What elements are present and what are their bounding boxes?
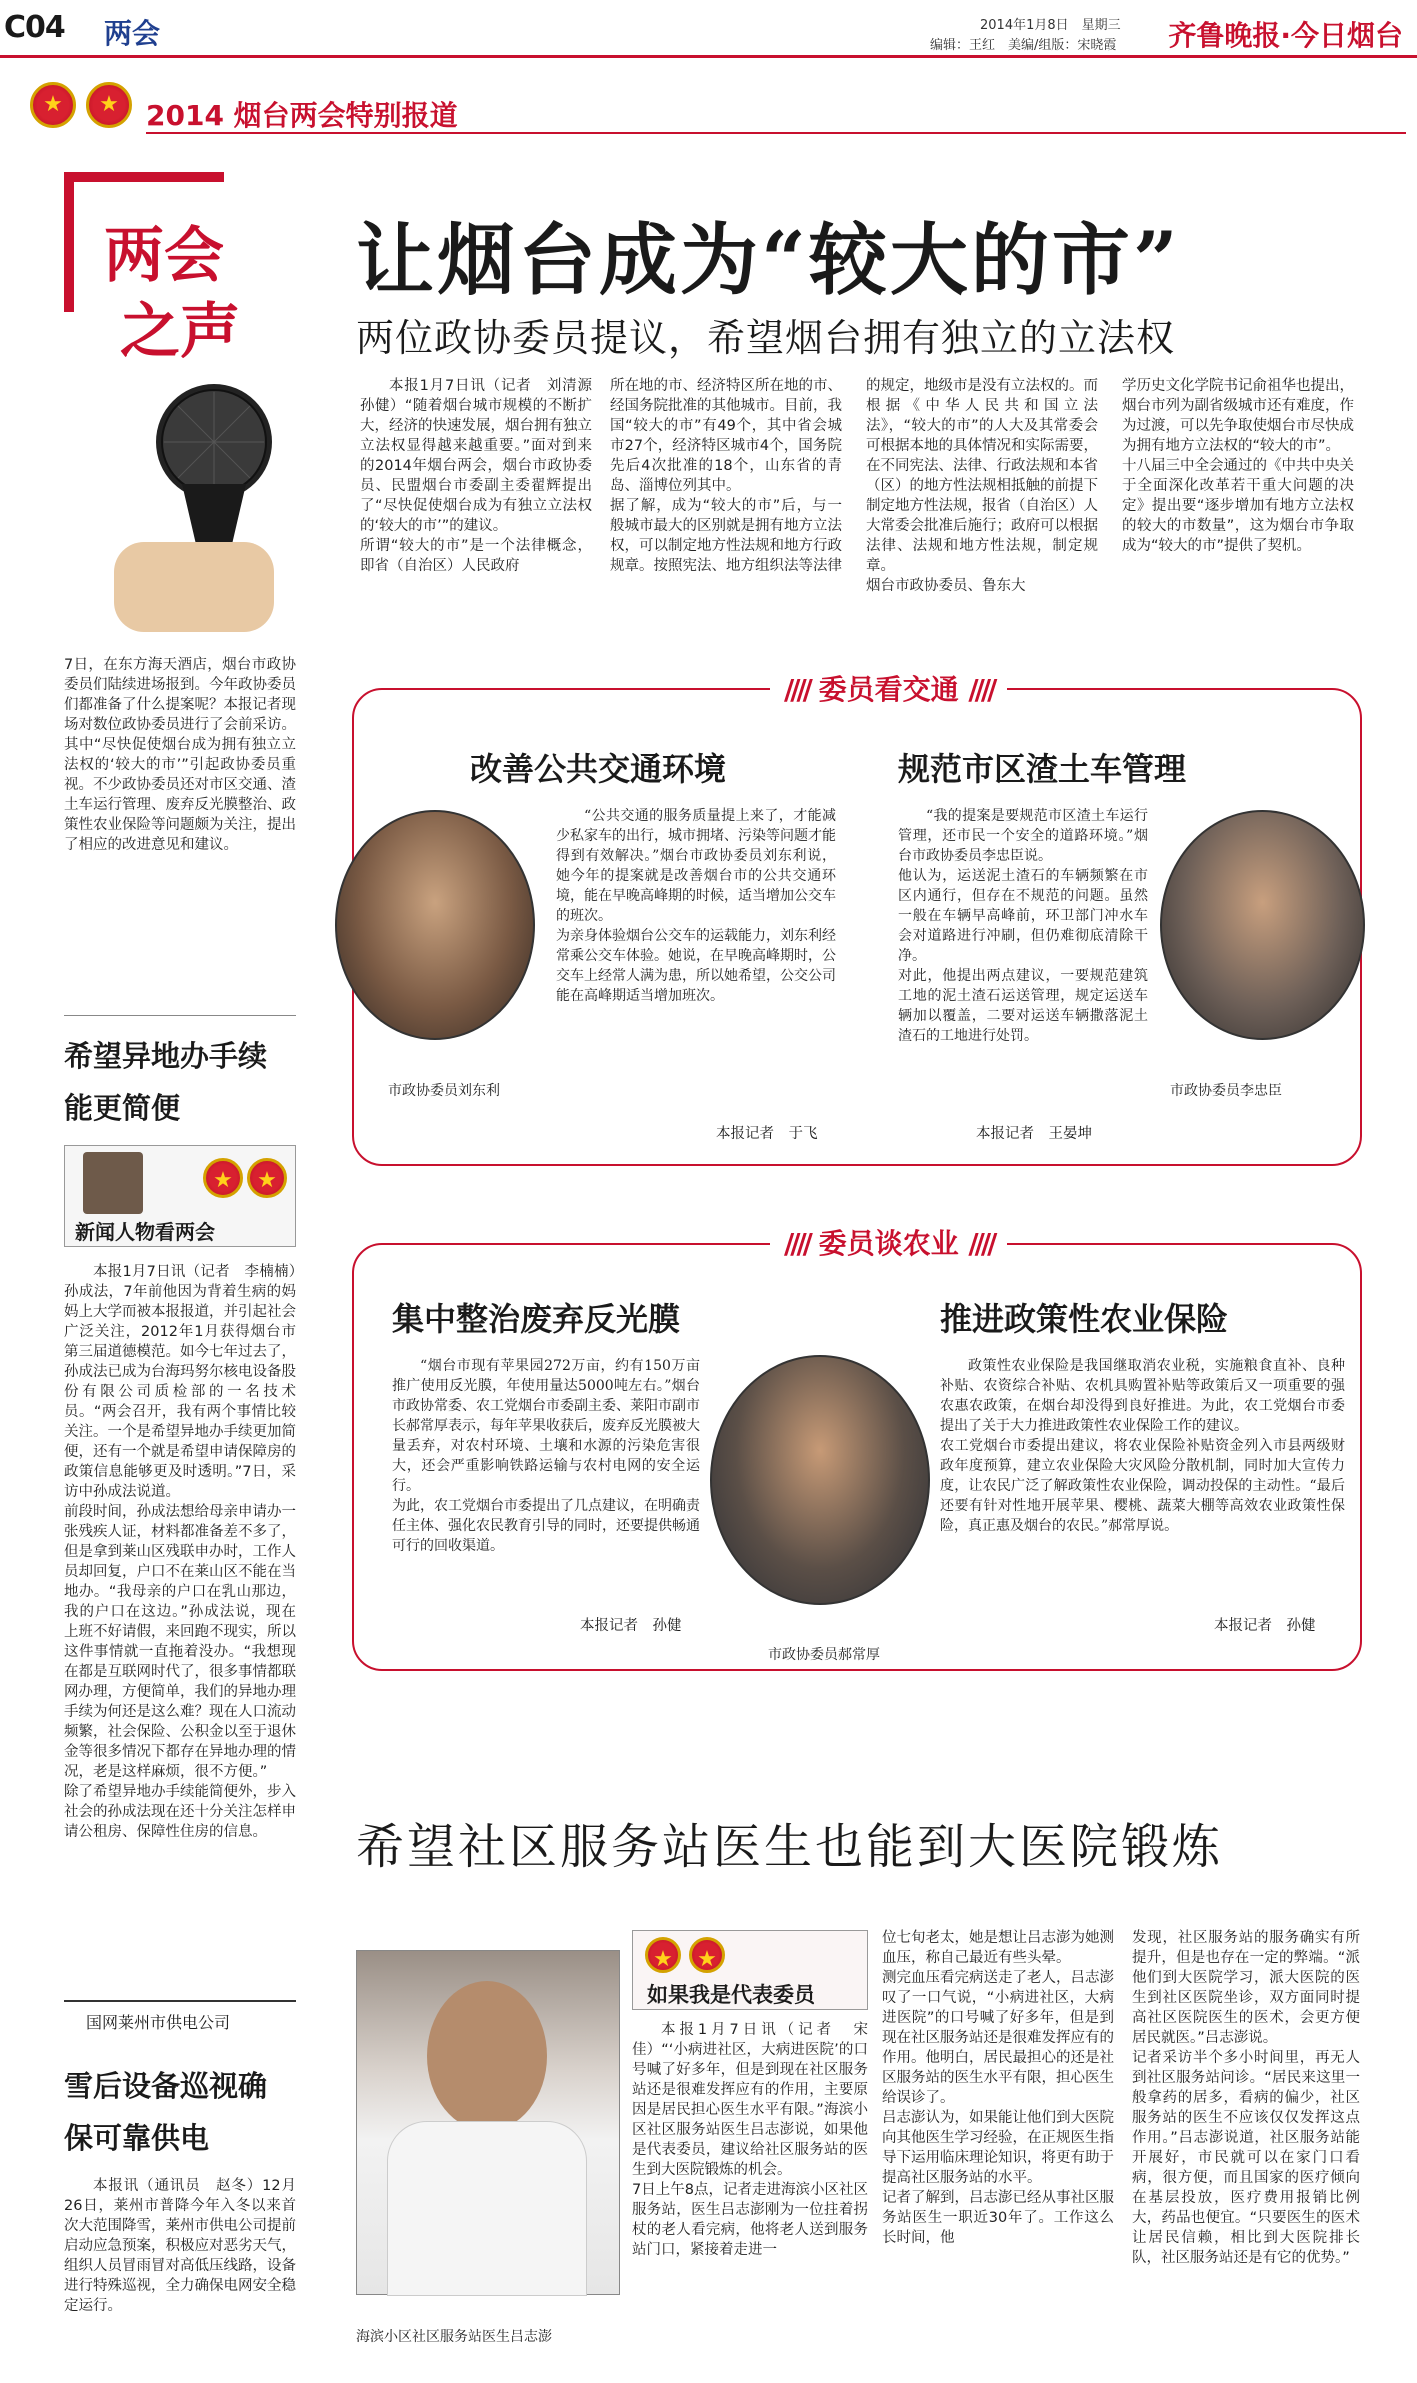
voice-badge xyxy=(64,172,294,642)
farm-caption: 市政协委员郝常厚 xyxy=(768,1647,880,1663)
farm-tag-label: 委员谈农业 xyxy=(818,1227,959,1260)
traffic-right-caption: 市政协委员李忠臣 xyxy=(1170,1083,1282,1099)
date-line: 2014年1月8日 星期三 xyxy=(980,18,1121,33)
slash-icon: //// xyxy=(968,673,994,706)
story2-label: 国网莱州市供电公司 xyxy=(86,2013,231,2032)
farm-left-byline: 本报记者 孙健 xyxy=(580,1618,682,1634)
lead-subtitle: 两位政协委员提议，希望烟台拥有独立的立法权 xyxy=(356,316,1176,360)
bottom-col1: 本报1月7日讯（记者 宋佳）“‘小病进社区，大病进医院’的口号喊了好多年，但是到现在社区服务站还是很难发挥应有的作用，主要原因是居民担心医生水平有限。”海滨小区社区服务站医生吕志澎说，如果他是代表委员，建议给社区服务站的医生到大医院锻炼的机会。 7日上午8点，记者走进海滨小区社区服务站，医生吕志澎刚为一位拄着拐杖的老人看完病，他将老人送到服务站门口，紧接着走进一 xyxy=(632,2022,868,2258)
special-report-title: 2014 烟台两会特别报道 xyxy=(146,99,458,132)
sidebar-intro: 7日，在东方海天酒店，烟台市政协委员们陆续进场报到。今年政协委员们都准备了什么提案呢？本报记者现场对数位政协委员进行了会前采访。其中“尽快促使烟台成为拥有独立立法权的‘较大的市’”引起政协委员重视。不少政协委员还对市区交通、渣土车运行管理、废弃反光膜整治、政策性农业保险等问题颇为关注，提出了相应的改进意见和建议。 xyxy=(64,657,296,853)
member-photo-liu xyxy=(335,810,535,1040)
bottom-title: 希望社区服务站医生也能到大医院锻炼 xyxy=(356,1819,1224,1875)
header-rule xyxy=(0,55,1417,58)
divider xyxy=(64,2000,296,2002)
farm-tag xyxy=(770,1222,1007,1262)
masthead-brand: 齐鲁晚报·今日烟台 xyxy=(1168,19,1403,52)
traffic-left-body: “公共交通的服务质量提上来了，才能减少私家车的出行，城市拥堵、污染等问题才能得到有效解决。”烟台市政协委员刘东利说，她今年的提案就是改善烟台市的公共交通环境，能在早晚高峰期的时候，适当增加公交车的班次。 为亲身体验烟台公交车的运载能力，刘东利经常乘公交车体验。她说，在早晚高峰期时，公交车上经常人满为患，所以她希望，公交公司能在高峰期适当增加班次。 xyxy=(556,808,836,1004)
badge-line2: 之声 xyxy=(120,297,240,367)
page-number: C04 xyxy=(4,10,65,45)
lead-col1: 本报1月7日讯（记者 刘清源 孙健）“随着烟台城市规模的不断扩大，经济的快速发展，烟台拥有独立立法权显得越来越重要。”面对到来的2014年烟台两会，烟台市政协委员、民盟烟台市委副主委翟辉提出了“尽快促使烟台成为有独立立法权的‘较大的市’”的建议。 所谓“较大的市”是一个法律概念，即省（自治区）人民政府 xyxy=(360,378,592,574)
story1-title: 希望异地办手续能更简便 xyxy=(64,1039,268,1125)
emblem-icon xyxy=(86,82,132,128)
bottom-col2: 位七旬老太，她是想让吕志澎为她测血压，称自己最近有些头晕。 测完血压看完病送走了老人，吕志澎叹了一口气说，“小病进社区，大病进医院”的口号喊了好多年，但是到现在社区服务站还是很难发挥应有的作用。他明白，居民最担心的还是社区服务站的医生水平有限，担心医生给误诊了。 吕志澎认为，如果能让他们到大医院向其他医生学习经验，在正规医生指导下运用临床理论知识，将更有助于提高社区服务站的水平。 记者了解到，吕志澎已经从事社区服务站医生一职近30年了。工作这么长时间，他 xyxy=(882,1930,1114,2246)
editor-line: 编辑：王红 美编/组版：宋晓霞 xyxy=(930,38,1117,53)
lead-col2: 所在地的市、经济特区所在地的市、经国务院批准的其他城市。目前，我国“较大的市”有49个，其中省会城市27个，经济特区城市4个，国务院先后4次批准的18个，山东省的青岛、淄博位列其中。 据了解，成为“较大的市”后，与一般城市最大的区别就是拥有地方立法权，可以制定地方性法规和地方行政规章。按照宪法、地方组织法等法律 xyxy=(610,378,842,574)
farm-right-byline: 本报记者 孙健 xyxy=(1214,1618,1316,1634)
story2-title: 雪后设备巡视确保可靠供电 xyxy=(64,2069,268,2155)
bottom-col3: 发现，社区服务站的服务确实有所提升，但是也存在一定的弊端。“派他们到大医院学习，派大医院的医生到社区医院坐诊，双方面同时提高社区医院医生的医术，会更方便居民就医。”吕志澎说。 记者采访半个多小时间里，再无人到社区服务站问诊。“居民来这里一般拿药的居多，看病的偏少，社区服务站的医生不应该仅仅发挥这点作用。”吕志澎说道，社区服务站能开展好，市民就可以在家门口看病，很方便，而且国家的医疗倾向在基层投放，医疗费用报销比例大，药品也便宜。“只要医生的医术让居民信赖，相比到大医院排长队，社区服务站还是有它的优势。” xyxy=(1132,1930,1360,2266)
member-photo-hao xyxy=(710,1355,930,1605)
traffic-right-byline: 本报记者 王晏坤 xyxy=(976,1126,1092,1142)
doctor-photo xyxy=(356,1950,620,2295)
traffic-left-title: 改善公共交通环境 xyxy=(470,750,727,788)
rep-label-box xyxy=(632,1930,868,2010)
lead-col3: 的规定，地级市是没有立法权的。而根据《中华人民共和国立法法》，“较大的市”的人大及其常委会可根据本地的具体情况和实际需要，在不同宪法、法律、行政法规和本省（区）的地方性法规相抵触的前提下制定地方性法规，报省（自治区）人大常委会批准后施行；政府可以根据法律、法规和地方性法规，制定规章。 烟台市政协委员、鲁东大 xyxy=(866,378,1098,594)
traffic-tag-label: 委员看交通 xyxy=(818,673,959,706)
divider xyxy=(64,1015,296,1016)
traffic-tag xyxy=(770,668,1007,708)
emblem-icon xyxy=(30,82,76,128)
news-person-label: 新闻人物看两会 xyxy=(75,1220,215,1244)
lead-col4: 学历史文化学院书记俞祖华也提出，烟台市列为副省级城市还有难度，作为过渡，可以先争取使烟台市尽快成为拥有地方立法权的“较大的市”。 十八届三中全会通过的《中共中央关于全面深化改革若干重大问题的决定》提出要“逐步增加有地方立法权的较大的市数量”，这为烟台市争取成为“较大的市”提供了契机。 xyxy=(1122,378,1354,554)
badge-line1: 两会 xyxy=(104,221,224,291)
person-photo xyxy=(83,1152,143,1214)
traffic-left-caption: 市政协委员刘东利 xyxy=(388,1083,500,1099)
traffic-right-body: “我的提案是要规范市区渣土车运行管理，还市民一个安全的道路环境。”烟台市政协委员李忠臣说。 他认为，运送泥土渣石的车辆频繁在市区内通行，但存在不规范的问题。虽然一般在车辆早高峰前，环卫部门冲水车会对道路进行冲刷，但仍难彻底清除干净。 对此，他提出两点建议，一要规范建筑工地的泥土渣石运送管理，规定运送车辆加以覆盖，二要对运送车辆撒落泥土渣石的工地进行处罚。 xyxy=(898,808,1148,1044)
emblem-icon xyxy=(645,1937,681,1973)
farm-right-title: 推进政策性农业保险 xyxy=(940,1300,1229,1338)
story1-body: 本报1月7日讯（记者 李楠楠） 孙成法，7年前他因为背着生病的妈妈上大学而被本报报道，并引起社会广泛关注，2012年1月获得烟台市第三届道德模范。如今七年过去了，孙成法已成为台海玛努尔核电设备股份有限公司质检部的一名技术员。“两会召开，我有两个事情比较关注。一个是希望异地办手续更加简便，还有一个就是希望申请保障房的政策信息能够更及时透明。”7日，采访中孙成法说道。 前段时间，孙成法想给母亲申请办一张残疾人证，材料都准备差不多了，但是拿到莱山区残联申办时，工作人员却回复，户口不在莱山区不能在当地办。“我母亲的户口在乳山那边，我的户口在这边。”孙成法说，现在上班不好请假，来回跑不现实，所以这件事情就一直拖着没办。“我想现在都是互联网时代了，很多事情都联网办理，方便简单，我们的异地办理手续为何还是这么难？现在人口流动频繁，社会保险、公积金以至于退休金等很多情况下都存在异地办理的情况，老是这样麻烦，很不方便。” 除了希望异地办手续能简便外，步入社会的孙成法现在还十分关注怎样申请公租房、保障性住房的信息。 xyxy=(64,1264,296,1840)
farm-right-body: 政策性农业保险是我国继取消农业税，实施粮食直补、良种补贴、农资综合补贴、农机具购置补贴等政策后又一项重要的强农惠农政策，在烟台却没得到良好推进。为此，农工党烟台市委提出了关于大力推进政策性农业保险工作的建议。 农工党烟台市委提出建议，将农业保险补贴资金列入市县两级财政年度预算，建立农业保险大灾风险分散机制，同时加大宣传力度，让农民广泛了解政策性农业保险，调动投保的主动性。“最后还要有针对性地开展苹果、樱桃、蔬菜大棚等高效农业政策性保险，真正惠及烟台的农民。”郝常厚说。 xyxy=(940,1358,1345,1534)
slash-icon: //// xyxy=(784,1227,809,1260)
emblem-icon xyxy=(203,1158,243,1198)
farm-left-title: 集中整治废弃反光膜 xyxy=(392,1300,681,1338)
special-rule xyxy=(146,132,1406,134)
traffic-left-byline: 本报记者 于飞 xyxy=(716,1126,818,1142)
lead-title: 让烟台成为“较大的市” xyxy=(356,215,1181,306)
emblem-icon xyxy=(689,1937,725,1973)
slash-icon: //// xyxy=(784,673,809,706)
section-name: 两会 xyxy=(104,17,161,50)
member-photo-li xyxy=(1160,810,1365,1040)
slash-icon: //// xyxy=(968,1227,994,1260)
news-person-box xyxy=(64,1145,296,1247)
traffic-right-title: 规范市区渣土车管理 xyxy=(898,750,1187,788)
rep-label: 如果我是代表委员 xyxy=(647,1983,815,2007)
story2-body: 本报讯（通讯员 赵冬）12月26日，莱州市普降今年入冬以来首次大范围降雪，莱州市供电公司提前启动应急预案，积极应对恶劣天气，组织人员冒雨冒对高低压线路，设备进行特殊巡视，全力确保电网安全稳定运行。 xyxy=(64,2178,296,2314)
emblem-icon xyxy=(247,1158,287,1198)
microphone-icon xyxy=(94,372,284,632)
farm-left-body: “烟台市现有苹果园272万亩，约有150万亩推广使用反光膜，年使用量达5000吨左右。”烟台市政协常委、农工党烟台市委副主委、莱阳市副市长郝常厚表示，每年苹果收获后，废弃反光膜被大量丢弃，对农村环境、土壤和水源的污染危害很大，还会严重影响铁路运输与农村电网的安全运行。 为此，农工党烟台市委提出了几点建议，在明确责任主体、强化农民教育引导的同时，还要提供畅通可行的回收渠道。 xyxy=(392,1358,700,1554)
bottom-caption: 海滨小区社区服务站医生吕志澎 xyxy=(356,2329,552,2345)
